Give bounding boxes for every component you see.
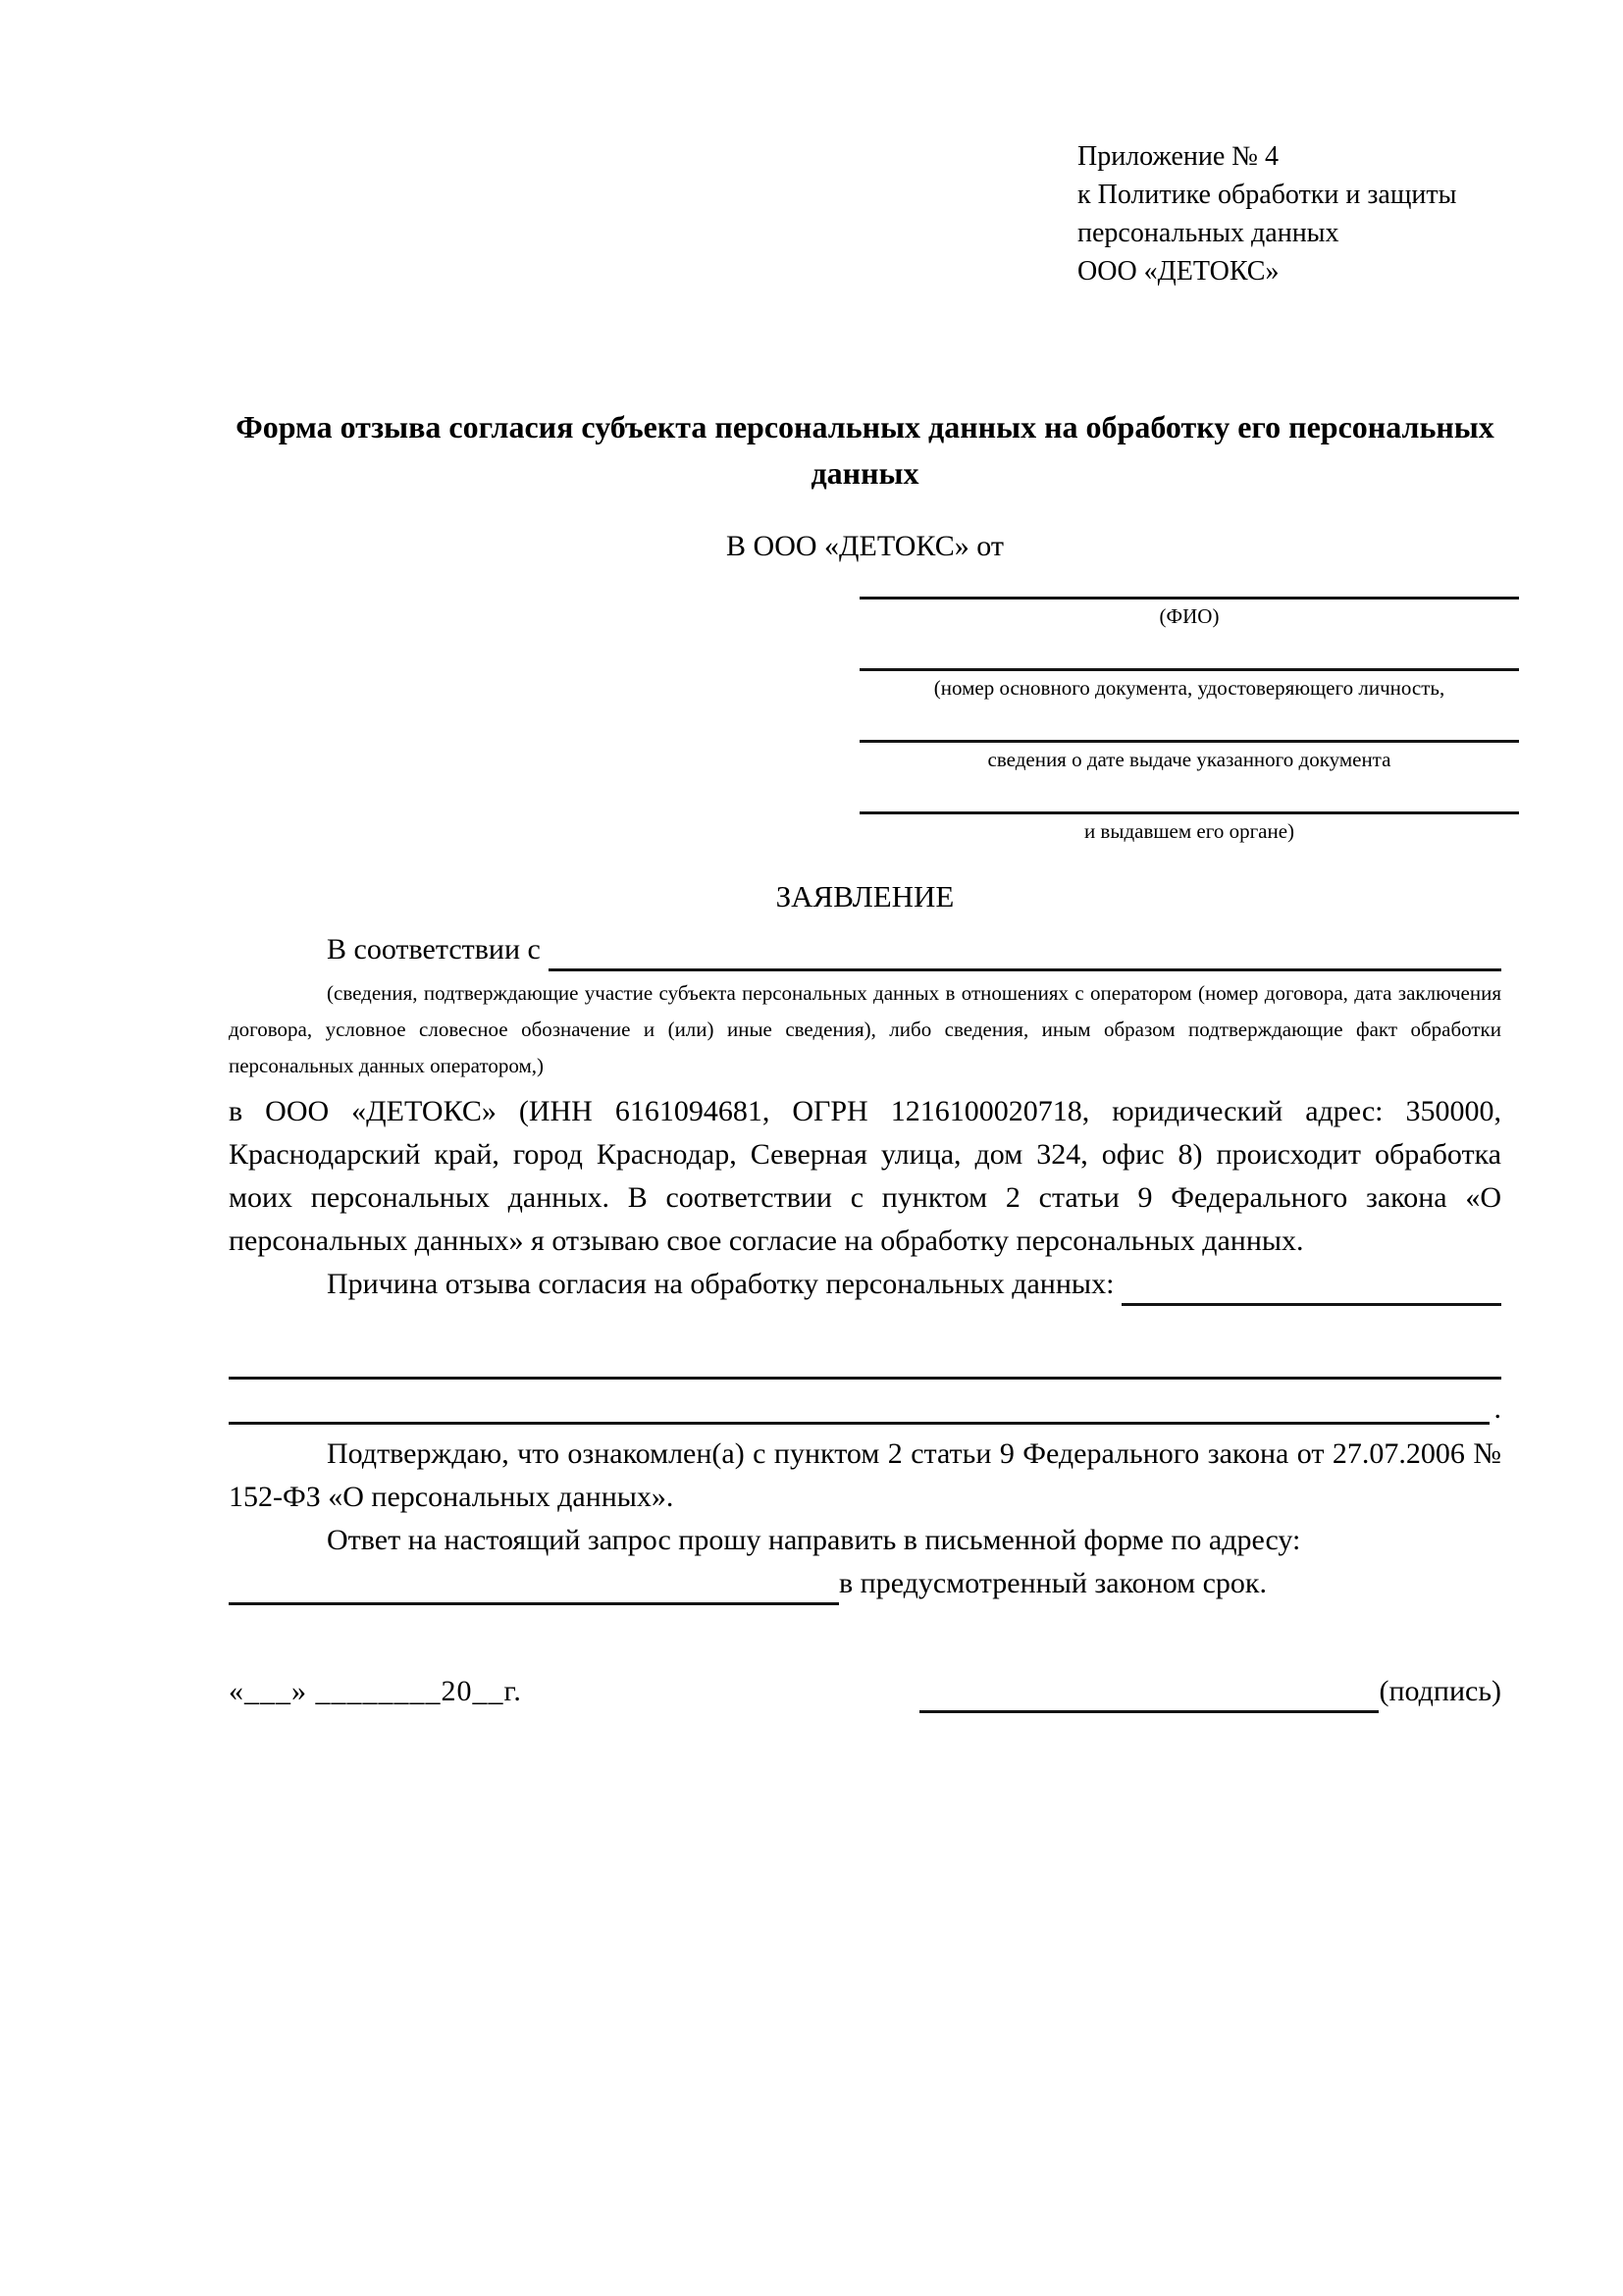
reason-blank-row-2 bbox=[229, 1380, 1501, 1425]
issuing-authority-input-line[interactable] bbox=[860, 782, 1519, 814]
signature-input-line[interactable] bbox=[919, 1673, 1379, 1713]
fio-caption: (ФИО) bbox=[1159, 604, 1220, 628]
answer-paragraph-line2: в предусмотренный законом срок. bbox=[839, 1567, 1267, 1599]
appendix-header-line: к Политике обработки и защиты bbox=[1077, 180, 1457, 210]
reason-label: Причина отзыва согласия на обработку персональных данных: bbox=[327, 1268, 1115, 1300]
basis-footnote: (сведения, подтверждающие участие субъекта персональных данных в отношениях с оператором (номер договора, дата заключения договора, условное словесное обозначение и (или) иные сведения), либо сведения, иным образом подтверждающие факт обработки персональных данных оператором,) bbox=[229, 981, 1501, 1077]
addressee-field-issuing-authority bbox=[860, 782, 1519, 844]
basis-input-line[interactable] bbox=[549, 929, 1501, 971]
issue-date-input-line[interactable] bbox=[860, 710, 1519, 743]
document-number-caption: (номер основного документа, удостоверяющего личность, bbox=[933, 676, 1445, 700]
addressee-field-issue-date bbox=[860, 710, 1519, 772]
fio-input-line[interactable] bbox=[860, 567, 1519, 600]
addressee-fields bbox=[229, 567, 1501, 844]
issue-date-caption: сведения о дате выдаче указанного документа bbox=[987, 748, 1391, 771]
basis-row bbox=[229, 928, 1501, 971]
reason-input-line[interactable] bbox=[1122, 1264, 1501, 1306]
reason-row bbox=[229, 1263, 1501, 1306]
appendix-header-line: ООО «ДЕТОКС» bbox=[1077, 256, 1280, 287]
addressee-line: В ООО «ДЕТОКС» от bbox=[726, 530, 1004, 562]
appendix-header-line: Приложение № 4 bbox=[1077, 141, 1279, 172]
signature-block bbox=[919, 1670, 1501, 1713]
address-input-line[interactable] bbox=[229, 1563, 839, 1605]
reason-blank-line-1[interactable] bbox=[229, 1333, 1501, 1380]
signature-caption: (подпись) bbox=[1379, 1675, 1501, 1707]
confirmation-paragraph: Подтверждаю, что ознакомлен(а) с пунктом 2 статьи 9 Федерального закона от 27.07.2006 № 152-ФЗ «О персональных данных». bbox=[229, 1437, 1501, 1513]
addressee-field-document-number bbox=[860, 639, 1519, 701]
date-field[interactable]: «___» ________20__г. bbox=[229, 1675, 522, 1707]
appendix-header bbox=[1077, 137, 1501, 290]
answer-paragraph-line1: Ответ на настоящий запрос прошу направить в письменной форме по адресу: bbox=[327, 1524, 1301, 1556]
statement-heading: ЗАЯВЛЕНИЕ bbox=[775, 879, 955, 913]
date-signature-row bbox=[229, 1670, 1501, 1713]
answer-address-row bbox=[229, 1562, 1501, 1605]
appendix-header-line: персональных данных bbox=[1077, 218, 1339, 248]
addressee-field-fio bbox=[860, 567, 1519, 629]
reason-blank-line-2[interactable] bbox=[229, 1380, 1490, 1425]
document-number-input-line[interactable] bbox=[860, 639, 1519, 671]
issuing-authority-caption: и выдавшем его органе) bbox=[1083, 819, 1295, 843]
document-title: Форма отзыва согласия субъекта персональных данных на обработку его персональных данных bbox=[236, 409, 1494, 491]
blank-line-period: . bbox=[1493, 1392, 1501, 1425]
statement-body: в ООО «ДЕТОКС» (ИНН 6161094681, ОГРН 1216100020718, юридический адрес: 350000, Краснодарский край, город Краснодар, Северная улица, дом 324, офис 8) происходит обработка моих персональных данных. В соответствии с пунктом 2 статьи 9 Федерального закона «О персональных данных» я отзываю свое согласие на обработку персональных данных. bbox=[229, 1095, 1501, 1257]
basis-label: В соответствии с bbox=[327, 933, 541, 965]
